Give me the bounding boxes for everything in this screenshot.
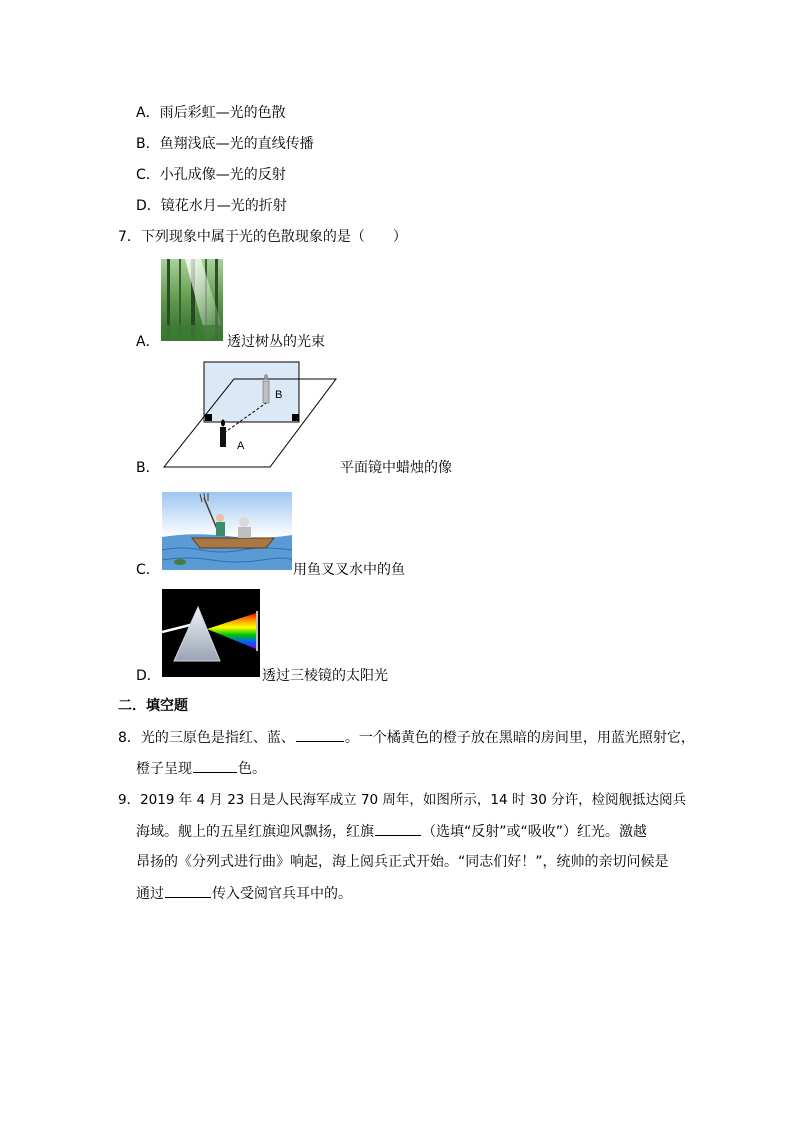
option-text: 雨后彩虹—光的色散 (159, 105, 286, 121)
option-letter: B． (136, 136, 160, 152)
q9-answer-blank-2[interactable] (165, 883, 211, 898)
option-letter: C． (136, 167, 160, 183)
q8-line2 (136, 758, 266, 779)
plane-mirror-candle-diagram (162, 361, 338, 469)
option-a (136, 103, 286, 123)
label-b: B (275, 389, 283, 401)
option-b (136, 134, 314, 154)
spearfishing-boat-image (162, 492, 292, 570)
q9-text: 海域。舰上的五星红旗迎风飘扬，红旗 (136, 824, 374, 840)
section-title: 二．填空题 (118, 698, 188, 714)
option-text: 镜花水月—光的折射 (160, 198, 287, 214)
q8-line1 (118, 727, 695, 748)
q7-option-d-letter: D． (136, 668, 161, 684)
q9-line4 (136, 883, 352, 904)
option-text: 小孔成像—光的反射 (159, 167, 286, 183)
q9-text: 传入受阅官兵耳中的。 (212, 886, 352, 902)
q9-text: 通过 (136, 886, 164, 902)
q7-option-d-caption: 透过三棱镜的太阳光 (262, 668, 388, 684)
mirror-plate (204, 362, 299, 422)
q7-option-a-caption: 透过树丛的光束 (227, 334, 325, 350)
q7-option-b-letter: B． (136, 460, 160, 476)
q7-option-b-caption: 平面镜中蜡烛的像 (340, 460, 452, 476)
q9-line3: 昂扬的《分列式进行曲》响起，海上阅兵正式开始。“同志们好！”，统帅的亲切问候是 (136, 854, 669, 870)
mirror-clip-left (205, 414, 212, 421)
q9-answer-blank-1[interactable] (375, 821, 421, 836)
candle-a (220, 420, 226, 448)
option-letter: D． (136, 198, 161, 214)
q9-text: （选填“反射”或“吸收”）红光。激越 (422, 824, 648, 840)
mirror-clip-right (292, 414, 299, 421)
q7-option-c-letter: C． (136, 562, 160, 578)
q9-line2 (136, 821, 647, 842)
prism-dispersion-image (162, 589, 260, 677)
q8-text: 橙子呈现 (136, 761, 192, 777)
q7-option-a-letter: A． (136, 334, 160, 350)
q8-text: 8．光的三原色是指红、蓝、 (118, 730, 295, 746)
q7-option-c-caption: 用鱼叉叉水中的鱼 (293, 562, 405, 578)
q9-line1: 9．2019 年 4 月 23 日是人民海军成立 70 周年，如图所示，14 时 30 分许，检阅舰抵达阅兵 (118, 792, 687, 808)
q8-text: 色。 (238, 761, 266, 777)
label-a: A (237, 440, 245, 452)
option-d (136, 196, 287, 216)
option-c (136, 165, 286, 185)
q8-answer-blank-1[interactable] (296, 727, 344, 742)
q8-answer-blank-2[interactable] (193, 758, 237, 773)
q7-stem: 7．下列现象中属于光的色散现象的是（ ） (118, 229, 407, 245)
option-text: 鱼翔浅底—光的直线传播 (159, 136, 314, 152)
forest-light-image (161, 259, 223, 341)
option-letter: A． (136, 105, 160, 121)
q8-text: 。一个橘黄色的橙子放在黑暗的房间里，用蓝光照射它， (344, 730, 695, 746)
